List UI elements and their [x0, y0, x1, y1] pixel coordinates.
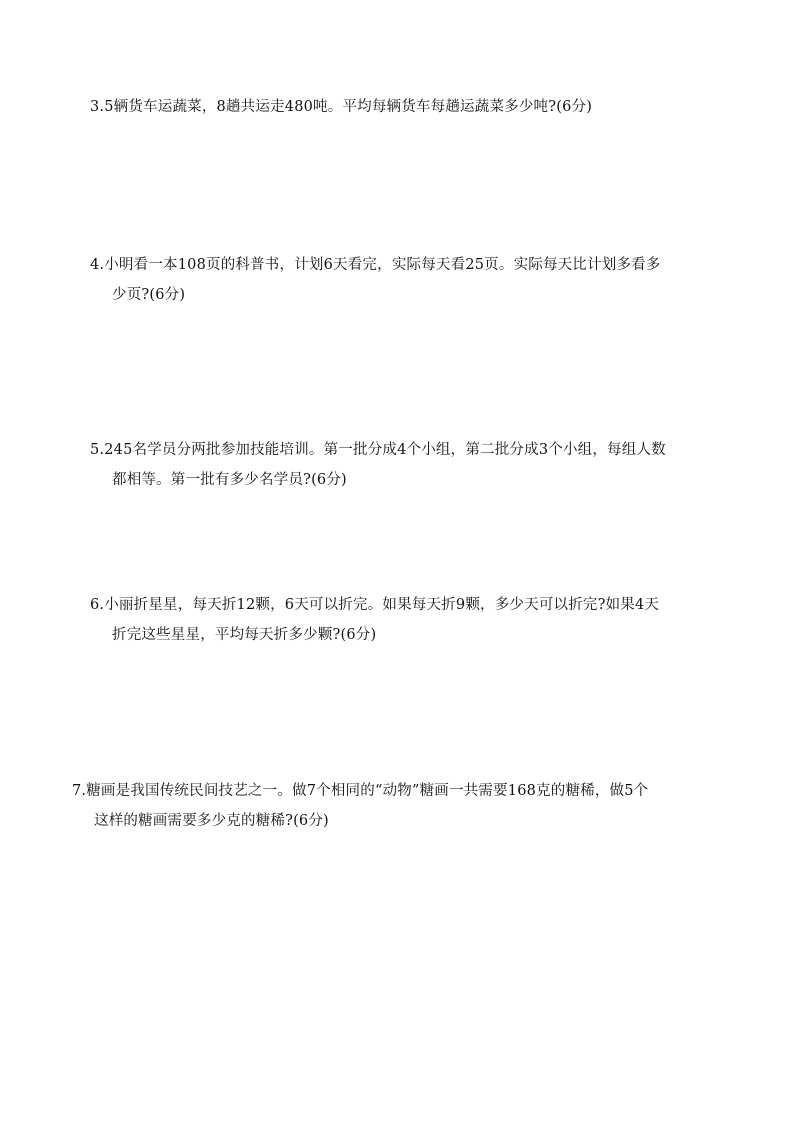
problem-4-line-2: 少页?(6分) [112, 287, 186, 303]
problem-5-line-2: 都相等。第一批有多少名学员?(6分) [112, 472, 347, 488]
problem-7-line-1: 7.糖画是我国传统民间技艺之一。做7个相同的“动物”糖画一共需要168克的糖稀，做5个 [72, 783, 649, 799]
problem-3-line-1: 3.5辆货车运蔬菜，8趟共运走480吨。平均每辆货车每趟运蔬菜多少吨?(6分) [90, 99, 593, 115]
problem-5 [90, 435, 666, 495]
problem-6-line-1: 6.小丽折星星，每天折12颗，6天可以折完。如果每天折9颗，多少天可以折完?如果4天 [90, 597, 660, 613]
problem-7 [72, 776, 648, 836]
problem-3 [90, 92, 592, 122]
problem-6-line-2: 折完这些星星，平均每天折多少颗?(6分) [112, 627, 377, 643]
problem-4-line-1: 4.小明看一本108页的科普书，计划6天看完，实际每天看25页。实际每天比计划多看多 [90, 257, 661, 273]
problem-5-line-1: 5.245名学员分两批参加技能培训。第一批分成4个小组，第二批分成3个小组，每组人数 [90, 442, 666, 458]
problem-4 [90, 250, 661, 310]
problem-7-line-2: 这样的糖画需要多少克的糖稀?(6分) [94, 813, 329, 829]
problem-6 [90, 590, 659, 650]
